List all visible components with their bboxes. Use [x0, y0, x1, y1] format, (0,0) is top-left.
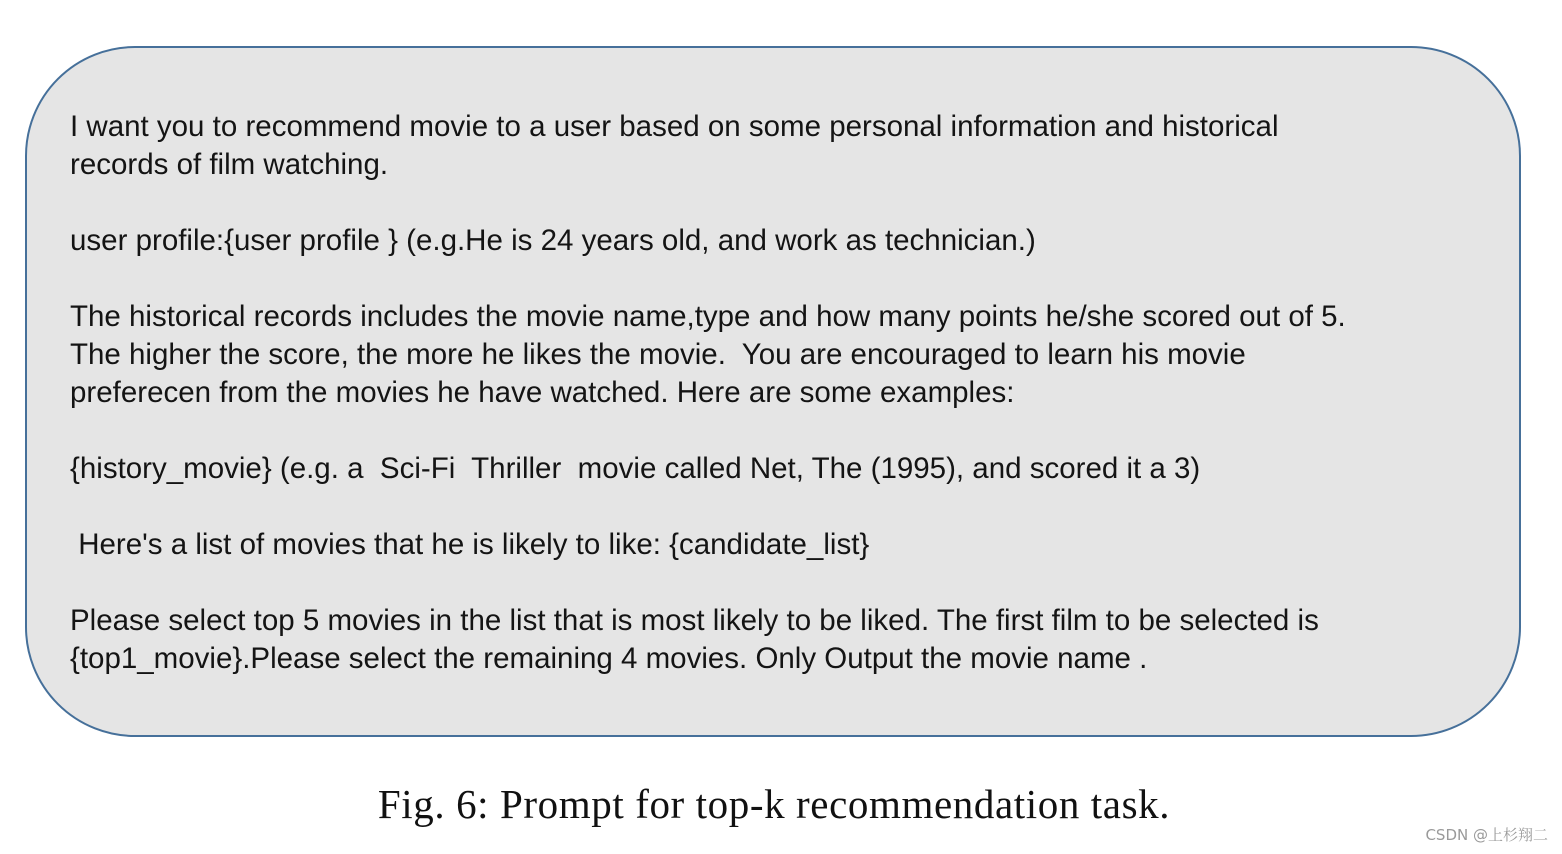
- figure-caption: Fig. 6: Prompt for top-k recommendation task.: [377, 781, 1171, 827]
- prompt-candidate-list: Here's a list of movies that he is likely to like: {candidate_list}: [70, 528, 870, 561]
- prompt-intro: I want you to recommend movie to a user based on some personal information and historical records of film watching.: [70, 110, 1279, 181]
- paragraph-gap: [70, 564, 1490, 602]
- paragraph-gap: [70, 488, 1490, 526]
- paragraph-gap: [70, 184, 1490, 222]
- prompt-history-description: The historical records includes the movie name,type and how many points he/she scored out of 5. The higher the score, the more he likes the movie. You are encouraged to learn his movie preferecen from the movies he have watched. Here are some examples:: [70, 300, 1346, 409]
- prompt-instruction: Please select top 5 movies in the list that is most likely to be liked. The first film to be selected is {top1_movie}.Please select the remaining 4 movies. Only Output the movie name .: [70, 604, 1319, 675]
- paragraph-gap: [70, 412, 1490, 450]
- paragraph-gap: [70, 260, 1490, 298]
- prompt-history-movie: {history_movie} (e.g. a Sci-Fi Thriller movie called Net, The (1995), and scored it a 3): [70, 452, 1201, 485]
- prompt-text: [70, 108, 1490, 678]
- prompt-user-profile: user profile:{user profile } (e.g.He is 24 years old, and work as technician.): [70, 224, 1036, 257]
- watermark: CSDN @上杉翔二: [1425, 826, 1548, 844]
